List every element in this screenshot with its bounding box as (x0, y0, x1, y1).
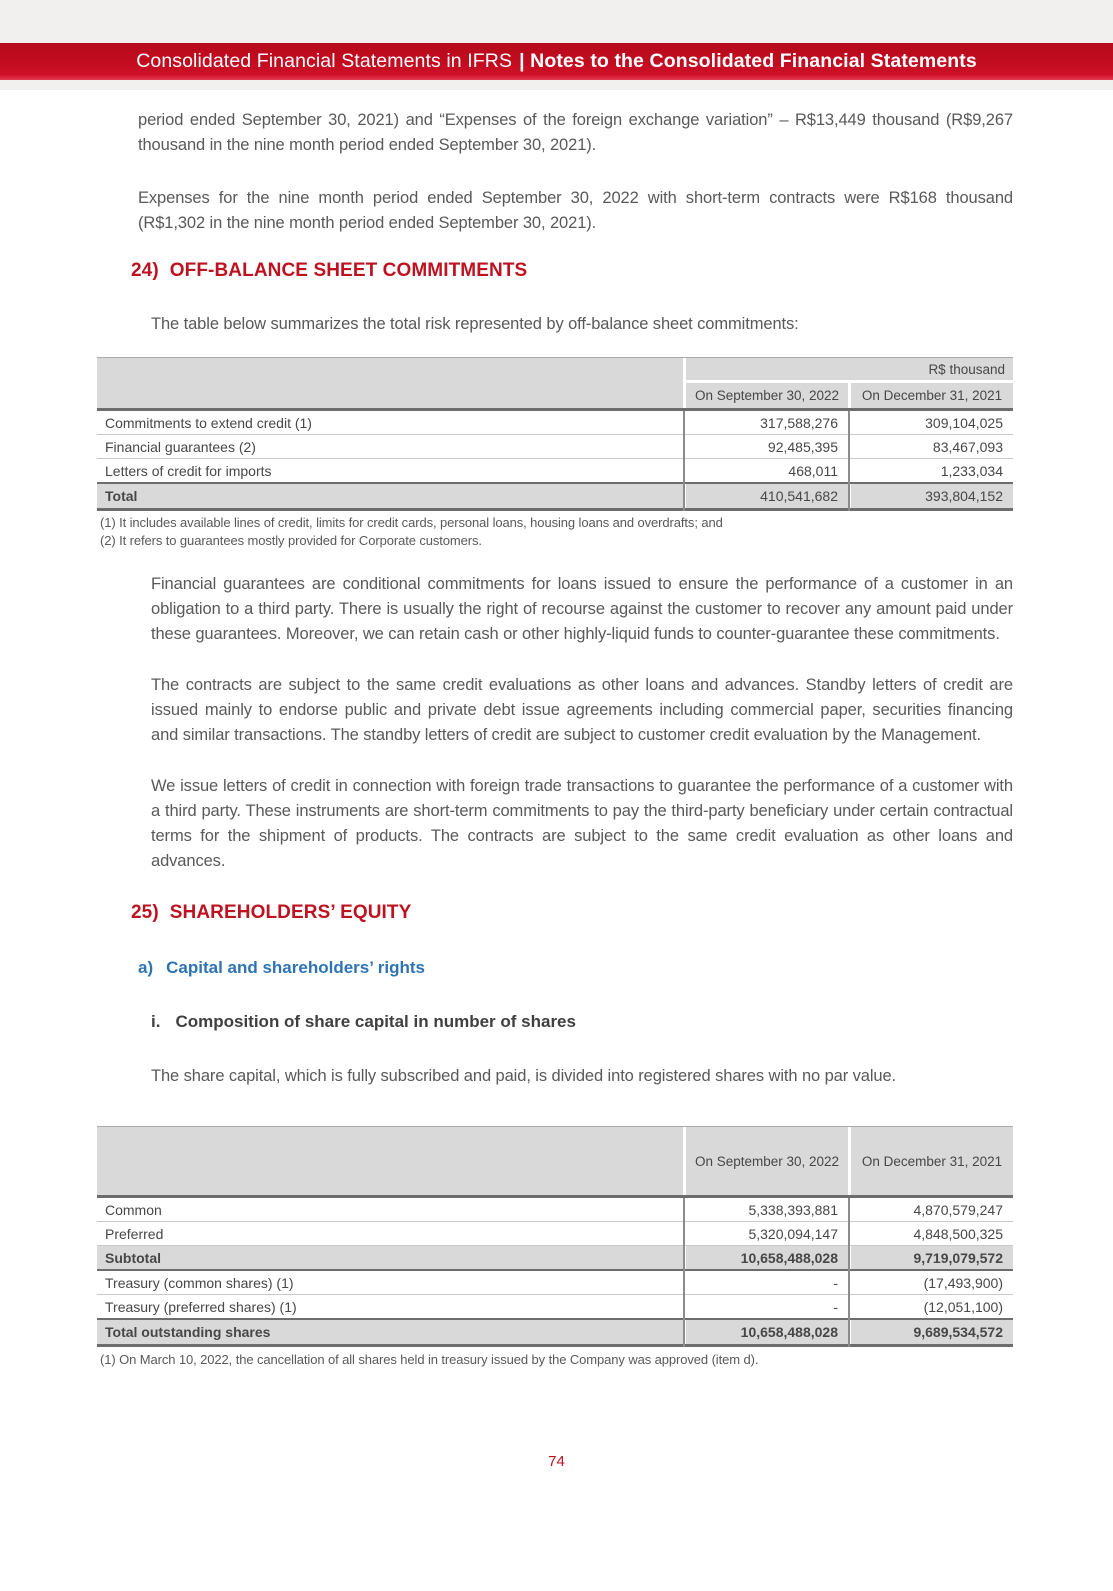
row-value-2022: 10,658,488,028 (740, 1249, 838, 1266)
divider (97, 508, 1013, 511)
table1-header-label-cell (97, 358, 683, 408)
row-label: Treasury (common shares) (1) (105, 1274, 294, 1291)
row-value-2022: 410,541,682 (760, 488, 838, 504)
row-value-2021: 9,689,534,572 (913, 1324, 1003, 1340)
report-title-regular: Consolidated Financial Statements in IFRS (136, 50, 513, 72)
row-value-2022: 5,320,094,147 (748, 1225, 838, 1242)
page-number: 74 (548, 1453, 565, 1470)
paragraph-short-term-contracts: Expenses for the nine month period ended September 30, 2022 with short-term contracts were R$168 thousand (R$1,302 in the nine month period ended September 30, 2021). (138, 189, 1013, 232)
row-value-2022: - (833, 1298, 838, 1315)
table1-footnote-1: (1) It includes available lines of credit, limits for credit cards, personal loans, housing loans and overdrafts; and (100, 515, 723, 530)
share-capital-table (97, 1126, 1013, 1347)
section-24-number: 24) (131, 260, 159, 281)
table1-footnote-2: (2) It refers to guarantees mostly provided for Corporate customers. (100, 533, 482, 548)
section-25-heading (131, 902, 1113, 926)
item-a-heading (138, 958, 1113, 980)
table-row (97, 1295, 1013, 1318)
table-row (97, 435, 1013, 458)
row-value-2021: (12,051,100) (923, 1298, 1003, 1315)
row-label: Total (105, 488, 138, 504)
divider (97, 1344, 1013, 1347)
table-row (97, 1271, 1013, 1294)
item-a-number: a) (138, 958, 154, 977)
table1-column-headers (686, 383, 1013, 408)
item-i-title: Composition of share capital in number of shares (175, 1012, 576, 1031)
item-i-heading (151, 1012, 1113, 1034)
table1-header (97, 358, 1013, 408)
table-total-row (97, 1320, 1013, 1344)
item-i-number: i. (151, 1012, 161, 1031)
paragraph-contracts: The contracts are subject to the same credit evaluations as other loans and advances. Standby letters of credit are issued mainly to endorse public and private debt issue agreements including commercial paper, securities financing and similar transactions. The standby letters of credit are subject to customer credit evaluation by the Management. (151, 676, 1013, 744)
row-value-2021: 393,804,152 (925, 488, 1003, 504)
row-value-2021: 4,848,500,325 (913, 1225, 1003, 1242)
table1-unit-label: R$ thousand (686, 358, 1013, 380)
column-divider (848, 1198, 850, 1347)
paragraph-letters-of-credit: We issue letters of credit in connection with foreign trade transactions to guarantee the performance of a customer with a third party. These instruments are short-term commitments to pay the third-party beneficiary under certain contractual terms for the shipment of products. The contracts are subject to the same credit evaluation as other loans and advances. (151, 777, 1013, 870)
table-row (97, 411, 1013, 434)
table2-header (97, 1127, 1013, 1195)
row-label: Total outstanding shares (105, 1324, 271, 1340)
row-label: Common (105, 1201, 162, 1218)
column-divider (683, 411, 685, 511)
column-divider (683, 1198, 685, 1347)
column-divider (848, 411, 850, 511)
row-value-2022: 5,338,393,881 (748, 1201, 838, 1218)
row-value-2021: (17,493,900) (923, 1274, 1003, 1291)
row-label: Commitments to extend credit (1) (105, 414, 312, 431)
row-label: Preferred (105, 1225, 164, 1242)
row-value-2021: 309,104,025 (925, 414, 1003, 431)
row-value-2022: - (833, 1274, 838, 1291)
row-value-2021: 1,233,034 (940, 462, 1003, 479)
column-header-sep-2022: On September 30, 2022 (686, 383, 848, 408)
paragraph-fx-variation: period ended September 30, 2021) and “Expenses of the foreign exchange variation” – R$13,449 thousand (R$9,267 thousand in the nine month period ended September 30, 2021). (138, 111, 1013, 154)
row-label: Letters of credit for imports (105, 462, 272, 479)
table-row (97, 1198, 1013, 1221)
report-title-bold: | Notes to the Consolidated Financial Statements (519, 50, 977, 72)
table1-header-right (686, 358, 1013, 408)
table2-footnote: (1) On March 10, 2022, the cancellation of all shares held in treasury issued by the Company was approved (item d). (100, 1352, 759, 1367)
row-value-2022: 10,658,488,028 (740, 1324, 838, 1340)
item-a-title: Capital and shareholders’ rights (166, 958, 425, 977)
paragraph-financial-guarantees: Financial guarantees are conditional commitments for loans issued to ensure the performance of a customer in an obligation to a third party. There is usually the right of recourse against the customer to recover any amount paid under these guarantees. Moreover, we can retain cash or other highly-liquid funds to counter-guarantee these commitments. (151, 575, 1013, 643)
column-header-dec-2021: On December 31, 2021 (851, 383, 1013, 408)
paragraph-share-capital: The share capital, which is fully subscribed and paid, is divided into registered shares with no par value. (151, 1067, 897, 1085)
row-value-2022: 92,485,395 (767, 438, 838, 455)
table-row (97, 1222, 1013, 1245)
row-value-2022: 468,011 (788, 462, 838, 479)
row-value-2022: 317,588,276 (760, 414, 838, 431)
table-row (97, 459, 1013, 482)
row-label: Financial guarantees (2) (105, 438, 256, 455)
section-25-number: 25) (131, 902, 159, 923)
column-header-dec-2021: On December 31, 2021 (851, 1127, 1013, 1195)
table-total-row (97, 484, 1013, 508)
row-value-2021: 4,870,579,247 (913, 1201, 1003, 1218)
section-24-title: OFF-BALANCE SHEET COMMITMENTS (169, 260, 528, 281)
paragraph-table-intro: The table below summarizes the total risk represented by off-balance sheet commitments: (151, 315, 799, 333)
row-label: Treasury (preferred shares) (1) (105, 1298, 297, 1315)
column-header-sep-2022: On September 30, 2022 (686, 1127, 848, 1195)
off-balance-commitments-table (97, 357, 1013, 511)
row-value-2021: 83,467,093 (932, 438, 1003, 455)
table-subtotal-row (97, 1246, 1013, 1269)
table2-header-label-cell (97, 1127, 683, 1195)
section-25-title: SHAREHOLDERS’ EQUITY (169, 902, 412, 923)
row-label: Subtotal (105, 1249, 161, 1266)
section-24-heading (131, 260, 1113, 284)
row-value-2021: 9,719,079,572 (913, 1249, 1003, 1266)
